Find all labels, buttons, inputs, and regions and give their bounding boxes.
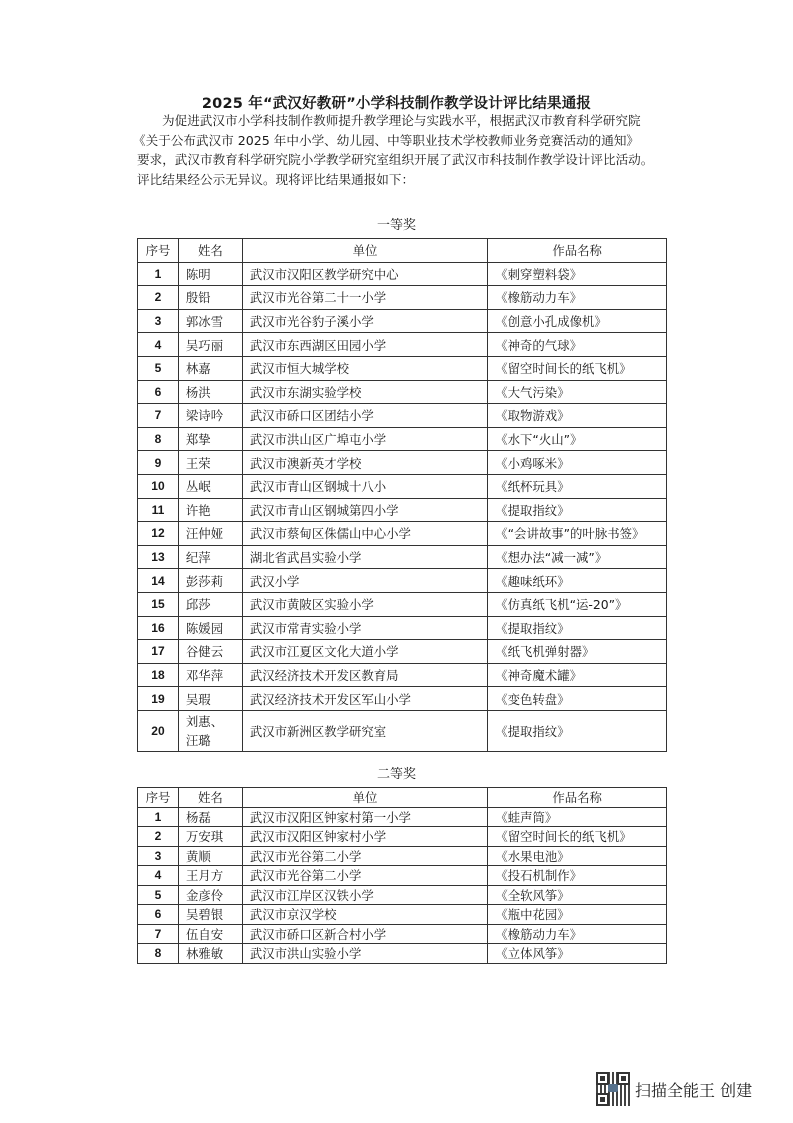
table-row bbox=[138, 944, 667, 964]
cell-work: 《趣味纸环》 bbox=[488, 569, 667, 593]
table-row bbox=[138, 663, 667, 687]
cell-unit: 武汉市洪山实验小学 bbox=[242, 944, 487, 964]
cell-no: 12 bbox=[138, 522, 179, 546]
cell-no: 13 bbox=[138, 545, 179, 569]
cell-no: 11 bbox=[138, 498, 179, 522]
cell-unit: 武汉市恒大城学校 bbox=[242, 356, 487, 380]
cell-no: 1 bbox=[138, 262, 179, 286]
table-row bbox=[138, 592, 667, 616]
cell-work: 《投石机制作》 bbox=[488, 866, 667, 886]
cell-work: 《橡筋动力车》 bbox=[488, 924, 667, 944]
cell-unit: 武汉市青山区钢城第四小学 bbox=[242, 498, 487, 522]
cell-no: 5 bbox=[138, 356, 179, 380]
cell-no: 2 bbox=[138, 827, 179, 847]
header-name: 姓名 bbox=[178, 788, 242, 808]
header-no: 序号 bbox=[138, 239, 179, 263]
cell-name: 梁诗吟 bbox=[178, 404, 242, 428]
cell-work: 《水下“火山”》 bbox=[488, 427, 667, 451]
cell-work: 《提取指纹》 bbox=[488, 616, 667, 640]
cell-name: 林嘉 bbox=[178, 356, 242, 380]
table-row bbox=[138, 640, 667, 664]
second-prize-table bbox=[137, 787, 667, 964]
cell-no: 7 bbox=[138, 924, 179, 944]
cell-no: 14 bbox=[138, 569, 179, 593]
cell-unit: 武汉市黄陂区实验小学 bbox=[242, 592, 487, 616]
cell-no: 3 bbox=[138, 846, 179, 866]
cell-unit: 武汉市常青实验小学 bbox=[242, 616, 487, 640]
cell-work: 《变色转盘》 bbox=[488, 687, 667, 711]
table-row bbox=[138, 885, 667, 905]
table-row bbox=[138, 827, 667, 847]
header-no: 序号 bbox=[138, 788, 179, 808]
table-row bbox=[138, 356, 667, 380]
header-work: 作品名称 bbox=[488, 788, 667, 808]
cell-work: 《创意小孔成像机》 bbox=[488, 309, 667, 333]
cell-name: 黄顺 bbox=[178, 846, 242, 866]
table-row bbox=[138, 404, 667, 428]
intro-line: 评比结果经公示无异议。现将评比结果通报如下： bbox=[137, 171, 415, 187]
intro-line: 《关于公布武汉市 2025 年中小学、幼儿园、中等职业技术学校教师业务竞赛活动的通知》 bbox=[133, 132, 640, 148]
cell-name: 金彦伶 bbox=[178, 885, 242, 905]
cell-unit: 武汉市硚口区团结小学 bbox=[242, 404, 487, 428]
cell-unit: 武汉市蔡甸区侏儒山中心小学 bbox=[242, 522, 487, 546]
table-row bbox=[138, 474, 667, 498]
cell-no: 19 bbox=[138, 687, 179, 711]
table-row bbox=[138, 687, 667, 711]
cell-no: 6 bbox=[138, 905, 179, 925]
cell-unit: 武汉小学 bbox=[242, 569, 487, 593]
document-title: 2025 年“武汉好教研”小学科技制作教学设计评比结果通报 bbox=[201, 96, 592, 112]
cell-name: 丛岷 bbox=[178, 474, 242, 498]
table-row bbox=[138, 569, 667, 593]
table-row bbox=[138, 522, 667, 546]
cell-name: 殷铅 bbox=[178, 286, 242, 310]
table-header-row bbox=[138, 788, 667, 808]
cell-work: 《瓶中花园》 bbox=[488, 905, 667, 925]
intro-line: 为促进武汉市小学科技制作教师提升教学理论与实践水平，根据武汉市教育科学研究院 bbox=[162, 113, 641, 128]
cell-work: 《神奇的气球》 bbox=[488, 333, 667, 357]
cell-no: 7 bbox=[138, 404, 179, 428]
cell-no: 20 bbox=[138, 710, 179, 751]
cell-name: 吴碧银 bbox=[178, 905, 242, 925]
cell-work: 《想办法“减一减”》 bbox=[488, 545, 667, 569]
cell-name: 纪萍 bbox=[178, 545, 242, 569]
cell-name: 邓华萍 bbox=[178, 663, 242, 687]
intro-line: 要求，武汉市教育科学研究院小学教学研究室组织开展了武汉市科技制作教学设计评比活动。 bbox=[137, 152, 654, 167]
cell-work: 《蛙声筒》 bbox=[488, 807, 667, 827]
cell-no: 15 bbox=[138, 592, 179, 616]
cell-unit: 武汉经济技术开发区教育局 bbox=[242, 663, 487, 687]
table-row bbox=[138, 333, 667, 357]
cell-name bbox=[178, 710, 242, 751]
intro-paragraph bbox=[133, 111, 677, 189]
cell-work: 《留空时间长的纸飞机》 bbox=[488, 356, 667, 380]
cell-work: 《橡筋动力车》 bbox=[488, 286, 667, 310]
cell-name: 杨洪 bbox=[178, 380, 242, 404]
cell-unit: 湖北省武昌实验小学 bbox=[242, 545, 487, 569]
first-prize-heading: 一等奖 bbox=[376, 218, 416, 233]
cell-unit: 武汉市江夏区文化大道小学 bbox=[242, 640, 487, 664]
cell-work: 《刺穿塑料袋》 bbox=[488, 262, 667, 286]
cell-unit: 武汉市江岸区汉铁小学 bbox=[242, 885, 487, 905]
cell-work: 《提取指纹》 bbox=[488, 710, 667, 751]
table-row bbox=[138, 807, 667, 827]
cell-name: 陈媛园 bbox=[178, 616, 242, 640]
cell-unit: 武汉市光谷豹子溪小学 bbox=[242, 309, 487, 333]
table-row bbox=[138, 866, 667, 886]
cell-unit: 武汉市光谷第二小学 bbox=[242, 846, 487, 866]
cell-name: 王荣 bbox=[178, 451, 242, 475]
second-prize-heading: 二等奖 bbox=[376, 767, 416, 782]
cell-work: 《神奇魔术罐》 bbox=[488, 663, 667, 687]
cell-work: 《纸飞机弹射器》 bbox=[488, 640, 667, 664]
cell-unit: 武汉市硚口区新合村小学 bbox=[242, 924, 487, 944]
cell-name: 杨磊 bbox=[178, 807, 242, 827]
cell-name: 许艳 bbox=[178, 498, 242, 522]
table-row bbox=[138, 905, 667, 925]
cell-name: 万安琪 bbox=[178, 827, 242, 847]
cell-name: 伍自安 bbox=[178, 924, 242, 944]
cell-no: 2 bbox=[138, 286, 179, 310]
cell-no: 4 bbox=[138, 866, 179, 886]
first-prize-table bbox=[137, 238, 667, 752]
cell-unit: 武汉经济技术开发区军山小学 bbox=[242, 687, 487, 711]
table-row bbox=[138, 924, 667, 944]
cell-no: 16 bbox=[138, 616, 179, 640]
table-header-row bbox=[138, 239, 667, 263]
cell-work: 《“会讲故事”的叶脉书签》 bbox=[488, 522, 667, 546]
cell-unit: 武汉市汉阳区钟家村小学 bbox=[242, 827, 487, 847]
cell-unit: 武汉市洪山区广埠屯小学 bbox=[242, 427, 487, 451]
cell-work: 《仿真纸飞机“运-20”》 bbox=[488, 592, 667, 616]
table-row bbox=[138, 262, 667, 286]
cell-name: 陈明 bbox=[178, 262, 242, 286]
cell-work: 《水果电池》 bbox=[488, 846, 667, 866]
cell-no: 8 bbox=[138, 944, 179, 964]
cell-no: 1 bbox=[138, 807, 179, 827]
cell-name: 彭莎莉 bbox=[178, 569, 242, 593]
scanner-watermark bbox=[596, 1072, 752, 1106]
cell-unit: 武汉市京汉学校 bbox=[242, 905, 487, 925]
cell-name: 邱莎 bbox=[178, 592, 242, 616]
qr-code-icon bbox=[596, 1072, 630, 1106]
cell-unit: 武汉市汉阳区教学研究中心 bbox=[242, 262, 487, 286]
cell-no: 8 bbox=[138, 427, 179, 451]
table-row bbox=[138, 545, 667, 569]
watermark-text: 扫描全能王 创建 bbox=[635, 1080, 753, 1100]
cell-name: 谷健云 bbox=[178, 640, 242, 664]
cell-work: 《取物游戏》 bbox=[488, 404, 667, 428]
cell-name: 郭冰雪 bbox=[178, 309, 242, 333]
header-unit: 单位 bbox=[242, 239, 487, 263]
cell-name: 王月方 bbox=[178, 866, 242, 886]
cell-work: 《大气污染》 bbox=[488, 380, 667, 404]
cell-work: 《小鸡啄米》 bbox=[488, 451, 667, 475]
cell-no: 18 bbox=[138, 663, 179, 687]
cell-work: 《提取指纹》 bbox=[488, 498, 667, 522]
table-row bbox=[138, 427, 667, 451]
cell-unit: 武汉市光谷第二十一小学 bbox=[242, 286, 487, 310]
cell-unit: 武汉市新洲区教学研究室 bbox=[242, 710, 487, 751]
table-row bbox=[138, 309, 667, 333]
cell-no: 3 bbox=[138, 309, 179, 333]
cell-unit: 武汉市东西湖区田园小学 bbox=[242, 333, 487, 357]
cell-name: 郑挚 bbox=[178, 427, 242, 451]
table-row bbox=[138, 710, 667, 751]
table-row bbox=[138, 846, 667, 866]
cell-work: 《全软风筝》 bbox=[488, 885, 667, 905]
cell-no: 4 bbox=[138, 333, 179, 357]
cell-no: 17 bbox=[138, 640, 179, 664]
table-row bbox=[138, 451, 667, 475]
cell-no: 9 bbox=[138, 451, 179, 475]
cell-no: 5 bbox=[138, 885, 179, 905]
cell-name: 吴瑕 bbox=[178, 687, 242, 711]
cell-unit: 武汉市澳新英才学校 bbox=[242, 451, 487, 475]
header-name: 姓名 bbox=[178, 239, 242, 263]
cell-name: 吴巧丽 bbox=[178, 333, 242, 357]
header-work: 作品名称 bbox=[488, 239, 667, 263]
table-row bbox=[138, 286, 667, 310]
header-unit: 单位 bbox=[242, 788, 487, 808]
cell-no: 10 bbox=[138, 474, 179, 498]
cell-unit: 武汉市汉阳区钟家村第一小学 bbox=[242, 807, 487, 827]
cell-name: 汪仲娅 bbox=[178, 522, 242, 546]
cell-name: 林雅敏 bbox=[178, 944, 242, 964]
cell-name-text: 刘惠、汪璐 bbox=[185, 713, 224, 748]
cell-unit: 武汉市东湖实验学校 bbox=[242, 380, 487, 404]
cell-work: 《留空时间长的纸飞机》 bbox=[488, 827, 667, 847]
cell-unit: 武汉市青山区钢城十八小 bbox=[242, 474, 487, 498]
table-row bbox=[138, 616, 667, 640]
cell-no: 6 bbox=[138, 380, 179, 404]
cell-unit: 武汉市光谷第二小学 bbox=[242, 866, 487, 886]
cell-work: 《纸杯玩具》 bbox=[488, 474, 667, 498]
cell-work: 《立体风筝》 bbox=[488, 944, 667, 964]
table-row bbox=[138, 498, 667, 522]
table-row bbox=[138, 380, 667, 404]
